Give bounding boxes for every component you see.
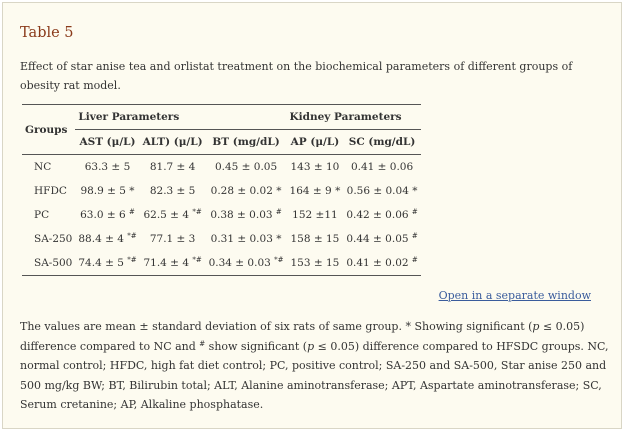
table-cell (343, 179, 420, 203)
significance-marker: *# (127, 232, 137, 240)
significance-marker: # (129, 208, 135, 216)
table-cell (140, 179, 206, 203)
table-cell (206, 155, 287, 180)
footnote-hash: # (199, 339, 206, 348)
table-footnote (20, 317, 610, 415)
cell-value: 152 ±11 (292, 209, 338, 221)
cell-value: 81.7 ± 4 (149, 161, 196, 173)
cell-value: 98.9 ± 5 * (80, 185, 135, 197)
cell-value: 71.4 ± 4 (143, 257, 193, 269)
cell-value: 0.44 ± 0.05 (346, 233, 412, 245)
significance-marker: *# (274, 256, 284, 264)
table-cell (287, 251, 344, 276)
table-row (22, 155, 421, 180)
table-cell (140, 203, 206, 227)
cell-value: 0.31 ± 0.03 * (210, 233, 282, 245)
row-group-label: SA-250 (34, 233, 73, 245)
cell-value: 74.4 ± 5 (78, 257, 128, 269)
cell-value: 77.1 ± 3 (149, 233, 196, 245)
row-group-label: PC (34, 209, 50, 221)
cell-value: 0.56 ± 0.04 * (346, 185, 418, 197)
cell-value: 82.3 ± 5 (149, 185, 196, 197)
footnote-p-1: p (532, 320, 540, 333)
table-cell (75, 155, 139, 180)
table-cell (287, 203, 344, 227)
cell-value: 63.3 ± 5 (84, 161, 131, 173)
table-cell (206, 179, 287, 203)
row-group-label: NC (34, 161, 52, 173)
footnote-text-4: ≤ 0.05) difference compared to HFSDC groups. NC, normal control; HFDC, high fat diet control; PC, positive control; SA-250 and SA-500, Star anise 250 and 500 mg/kg BW; BT, Bilirubin total; ALT, Alanine aminotransferase; APT, Aspartate aminotransferase; SC, Serum cretanine; AP, Alkaline phosphatase. (20, 339, 609, 412)
table-cell (140, 155, 206, 180)
table-caption: Effect of star anise tea and orlistat treatment on the biochemical parameters of different groups of obesity rat model. (20, 60, 573, 92)
table-cell (287, 155, 344, 180)
cell-value: 143 ± 10 (290, 161, 340, 173)
liver-header: Liver Parameters (75, 105, 286, 130)
cell-value: 0.45 ± 0.05 (214, 161, 278, 173)
column-header-row (22, 130, 421, 155)
table-cell (343, 251, 420, 276)
column-header: BT (mg/dL) (212, 136, 280, 148)
footnote-text-2: ≤ 0.05) difference compared to NC and (20, 320, 585, 353)
footnote-p-2: p (307, 339, 315, 353)
table-cell (206, 227, 287, 251)
table-cell (343, 203, 420, 227)
column-header: SC (mg/dL) (348, 136, 416, 148)
table-panel (2, 2, 622, 429)
footnote-text-1: The values are mean ± standard deviation of six rats of same group. * Showing significant ( (20, 320, 533, 333)
table-cell (75, 251, 139, 276)
cell-value: 0.41 ± 0.02 (346, 257, 412, 269)
table-cell (287, 227, 344, 251)
table-cell (140, 251, 206, 276)
column-header: AST (μ/L) (79, 136, 136, 148)
cell-value: 62.5 ± 4 (143, 209, 193, 221)
significance-marker: # (411, 208, 418, 216)
table-cell (75, 203, 139, 227)
column-header: AP (μ/L) (290, 136, 340, 148)
groups-header: Groups (25, 123, 68, 136)
table-row (22, 203, 421, 227)
kidney-header: Kidney Parameters (287, 105, 421, 130)
table-title: Table 5 (20, 25, 74, 41)
table-cell (343, 227, 420, 251)
cell-value: 0.28 ± 0.02 * (210, 185, 282, 197)
cell-value: 63.0 ± 6 (80, 209, 129, 221)
table-cell (206, 203, 287, 227)
table-row (22, 227, 421, 251)
footnote-text-3: show significant ( (205, 339, 308, 353)
biochemical-table (22, 104, 421, 276)
table-row (22, 251, 421, 276)
cell-value: 0.34 ± 0.03 (208, 257, 275, 269)
table-body (22, 155, 421, 276)
row-group-label: HFDC (34, 185, 67, 197)
table-cell (140, 227, 206, 251)
open-separate-window-link[interactable]: Open in a separate window (438, 289, 591, 302)
cell-value: 164 ± 9 * (289, 185, 341, 197)
column-header: ALT) (μ/L) (142, 136, 203, 148)
significance-marker: *# (192, 256, 202, 264)
table-cell (75, 179, 139, 203)
cell-value: 0.42 ± 0.06 (346, 209, 412, 221)
cell-value: 0.38 ± 0.03 (210, 209, 276, 221)
table-cell (75, 227, 139, 251)
table-row (22, 179, 421, 203)
significance-marker: # (275, 208, 282, 216)
table-cell (206, 251, 287, 276)
significance-marker: *# (127, 256, 137, 264)
cell-value: 0.41 ± 0.06 (350, 161, 414, 173)
cell-value: 88.4 ± 4 (78, 233, 128, 245)
cell-value: 158 ± 15 (290, 233, 340, 245)
significance-marker: # (411, 232, 418, 240)
cell-value: 153 ± 15 (290, 257, 340, 269)
significance-marker: *# (192, 208, 202, 216)
row-group-label: SA-500 (34, 257, 73, 269)
significance-marker: # (411, 256, 418, 264)
table-cell (287, 179, 344, 203)
table-cell (343, 155, 420, 180)
